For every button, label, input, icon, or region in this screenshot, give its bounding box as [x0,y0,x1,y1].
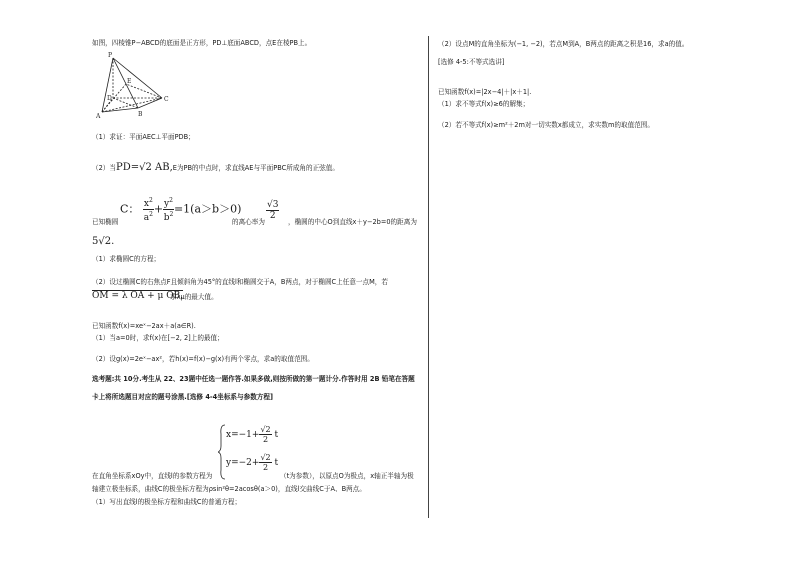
q3-part2: （2）设g(x)=2eˣ−ax²，若h(x)=f(x)−g(x)有两个零点，求a的取值范围。 [92,355,314,363]
q2-condition: =1(a＞b＞0) [173,202,242,216]
q1-part2-prefix: （2）当 [92,164,116,172]
label-d: D [107,95,112,102]
q4-eq2 [226,453,278,472]
system-brace [218,424,226,480]
q1-intro: 如图，四棱锥P−ABCD的底面是正方形，PD⊥底面ABCD，点E在棱PB上。 [92,39,312,47]
edge-ae [102,84,126,112]
q2-ecc-den: 2 [269,211,276,221]
q4-eq2-den: 2 [262,463,269,472]
label-c: C [164,96,169,103]
q2-formula: C： $\frac{x^2}{a^2}$ + $\frac{y^2}{b^2}$ =1(a＞b＞0) [120,197,242,223]
edge-pc [113,58,162,98]
label-e: E [127,78,132,85]
q2-x-frac: $\frac{x^2}{a^2}$ [143,197,153,223]
q5-part1: （1）求不等式f(x)≥6的解集； [438,100,530,108]
pyramid-figure [96,50,176,122]
elective-instructions-2: 卡上将所选题目对应的题号涂黑.[选修 4-4坐标系与参数方程] [92,393,273,401]
q4-eq1-den: 2 [262,435,269,444]
edge-ce [126,84,162,98]
q2-suffix: ，椭圆的中心O到直线x＋y−2b=0的距离为 [288,218,417,226]
q4-eq2-t: t [274,458,279,468]
label-b: B [138,111,143,118]
edge-db [113,98,138,108]
q5-part2: （2）若不等式f(x)≥m²＋2m对一切实数x都成立，求实数m的取值范围。 [438,121,654,129]
q4-eq1-t: t [274,430,279,440]
q2-vector-eq: OM = λ OA + μ OB, [92,291,184,301]
q2-part1: （1）求椭圆C的方程； [92,255,161,263]
q4-line2: 轴建立极坐标系，曲线C的极坐标方程为ρsin²θ=2acosθ(a＞0)，直线l交曲线C于A、B两点。 [92,485,366,493]
q2-c-label: C： [120,202,140,216]
q5-intro: 已知函数f(x)=|2x−4|＋|x＋1|. [438,88,532,96]
q4-text-mid: （t为参数），以原点O为极点，x轴正半轴为极 [280,472,414,480]
label-p: P [108,52,113,59]
q2-prefix: 已知椭圆 [92,218,119,226]
q1-part2 [92,162,339,174]
q1-part1: （1）求证：平面AEC⊥平面PDB； [92,133,195,141]
q2-eccentricity [266,200,279,221]
q4-eq1-lhs: x=−1+ [226,430,260,440]
q4-eq1-num: √2 [260,425,271,434]
q2-distance: 5√2. [92,236,115,247]
q2-y-frac: $\frac{y^2}{b^2}$ [163,197,174,223]
edge-bc [138,98,162,108]
label-a: A [96,113,101,120]
q1-part2-formula: PD=√2 AB, [115,162,173,173]
edge-pa [102,58,113,112]
q2-vector-suffix: 求λμ的最大值。 [170,293,218,301]
q2-ecc-num: √3 [267,200,279,210]
edge-ab [102,108,138,112]
q2-part2: （2）设过椭圆C的右焦点F且倾斜角为45°的直线l和椭圆交于A，B两点，对于椭圆C上任意一点M，若 [92,278,388,286]
q1-part2-suffix: E为PB的中点时，求直线AE与平面PBC所成角的正弦值。 [172,164,339,172]
q2-mid: 的离心率为 [232,218,265,226]
q4-text-prefix: 在直角坐标系xOy中，直线l的参数方程为 [92,472,213,480]
q3-part1: （1）当a=0时，求f(x)在[−2, 2]上的最值； [92,334,224,342]
q4-part1: （1）写出直线l的极坐标方程和曲线C的普通方程； [92,498,242,506]
edge-pb [113,58,138,108]
column-divider [428,36,429,518]
q4-part2: （2）设点M的直角坐标为(−1, −2)，若点M到A，B两点的距离之积是16，求a的值。 [438,40,689,48]
q4-eq1 [226,425,278,444]
elective-instructions-1: 选考题:共 10分.考生从 22、23题中任选一题作答.如果多做,则按所做的第一题计分.作答时用 2B 铅笔在答题 [92,375,415,383]
q4-eq2-lhs: y=−2+ [226,458,260,468]
q4-eq2-num: √2 [260,453,271,462]
q5-header: [选修 4-5:不等式选讲] [438,58,505,66]
q3-intro: 已知函数f(x)=xeˣ−2ax＋a(a∈R). [92,322,196,330]
